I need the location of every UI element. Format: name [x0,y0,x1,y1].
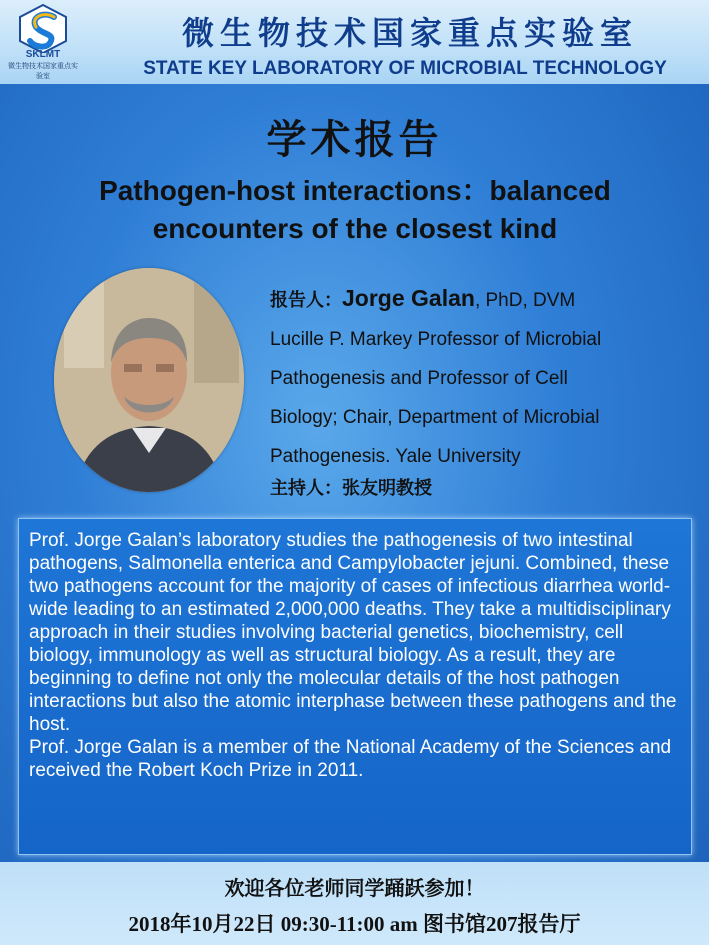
speaker-photo [54,268,244,492]
sklmt-logo [6,3,80,81]
speaker-info [270,279,690,476]
speaker-degrees: , PhD, DVM [474,290,576,311]
speaker-title-line-4: Pathogenesis. Yale University [270,446,521,467]
report-title: 学术报告 [266,116,443,163]
welcome-message: 欢迎各位老师同学踊跃参加！ [224,876,485,900]
host-info: 主持人：张友明教授 [270,478,432,499]
speaker-title-line-2: Pathogenesis and Professor of Cell [270,368,568,389]
logo-abbreviation: SKLMT [25,49,61,60]
speaker-title-line-3: Biology; Chair, Department of Microbial [270,407,600,428]
abstract-paragraph-1: Prof. Jorge Galan’s laboratory studies the pathogenesis of two intestinal pathogens, Salmonella enterica and Campylobacter jejuni. Combined, these two pathogens account for the majority of cases of infectious diarrhea world-wide leading to an estimated 2,000,000 deaths. They take a multidisciplinary approach in their studies involving bacterial genetics, biochemistry, cell biology, immunology as well as structural biology. As a result, they are beginning to define not only the molecular details of the host pathogen interactions but also the atomic interphase between these pathogens and the host. [29,530,677,735]
logo-caption: 微生物技术国家重点实验室 [8,63,78,80]
talk-title-line-2: encounters of the closest kind [152,213,558,244]
lab-name-english: STATE KEY LABORATORY OF MICROBIAL TECHNOLOGY [143,58,667,79]
date-time-venue: 2018年10月22日 09:30-11:00 am 图书馆207报告厅 [128,912,581,936]
speaker-portrait-icon [54,268,244,492]
abstract-paragraph-2: Prof. Jorge Galan is a member of the National Academy of the Sciences and received the Robert Koch Prize in 2011. [29,737,672,781]
speaker-title-line-1: Lucille P. Markey Professor of Microbial [270,329,602,350]
lab-name-chinese: 微生物技术国家重点实验室 [181,14,638,52]
talk-title [30,172,680,248]
speaker-label: 报告人： [270,290,342,311]
logo-s-icon [6,3,80,53]
talk-title-line-1: Pathogen-host interactions：balanced [99,175,611,206]
speaker-name-line [270,279,690,320]
abstract-box [18,518,692,855]
abstract-text [29,529,689,782]
footer-banner [0,862,709,945]
speaker-name: Jorge Galan [342,285,475,311]
header-banner [0,0,709,84]
